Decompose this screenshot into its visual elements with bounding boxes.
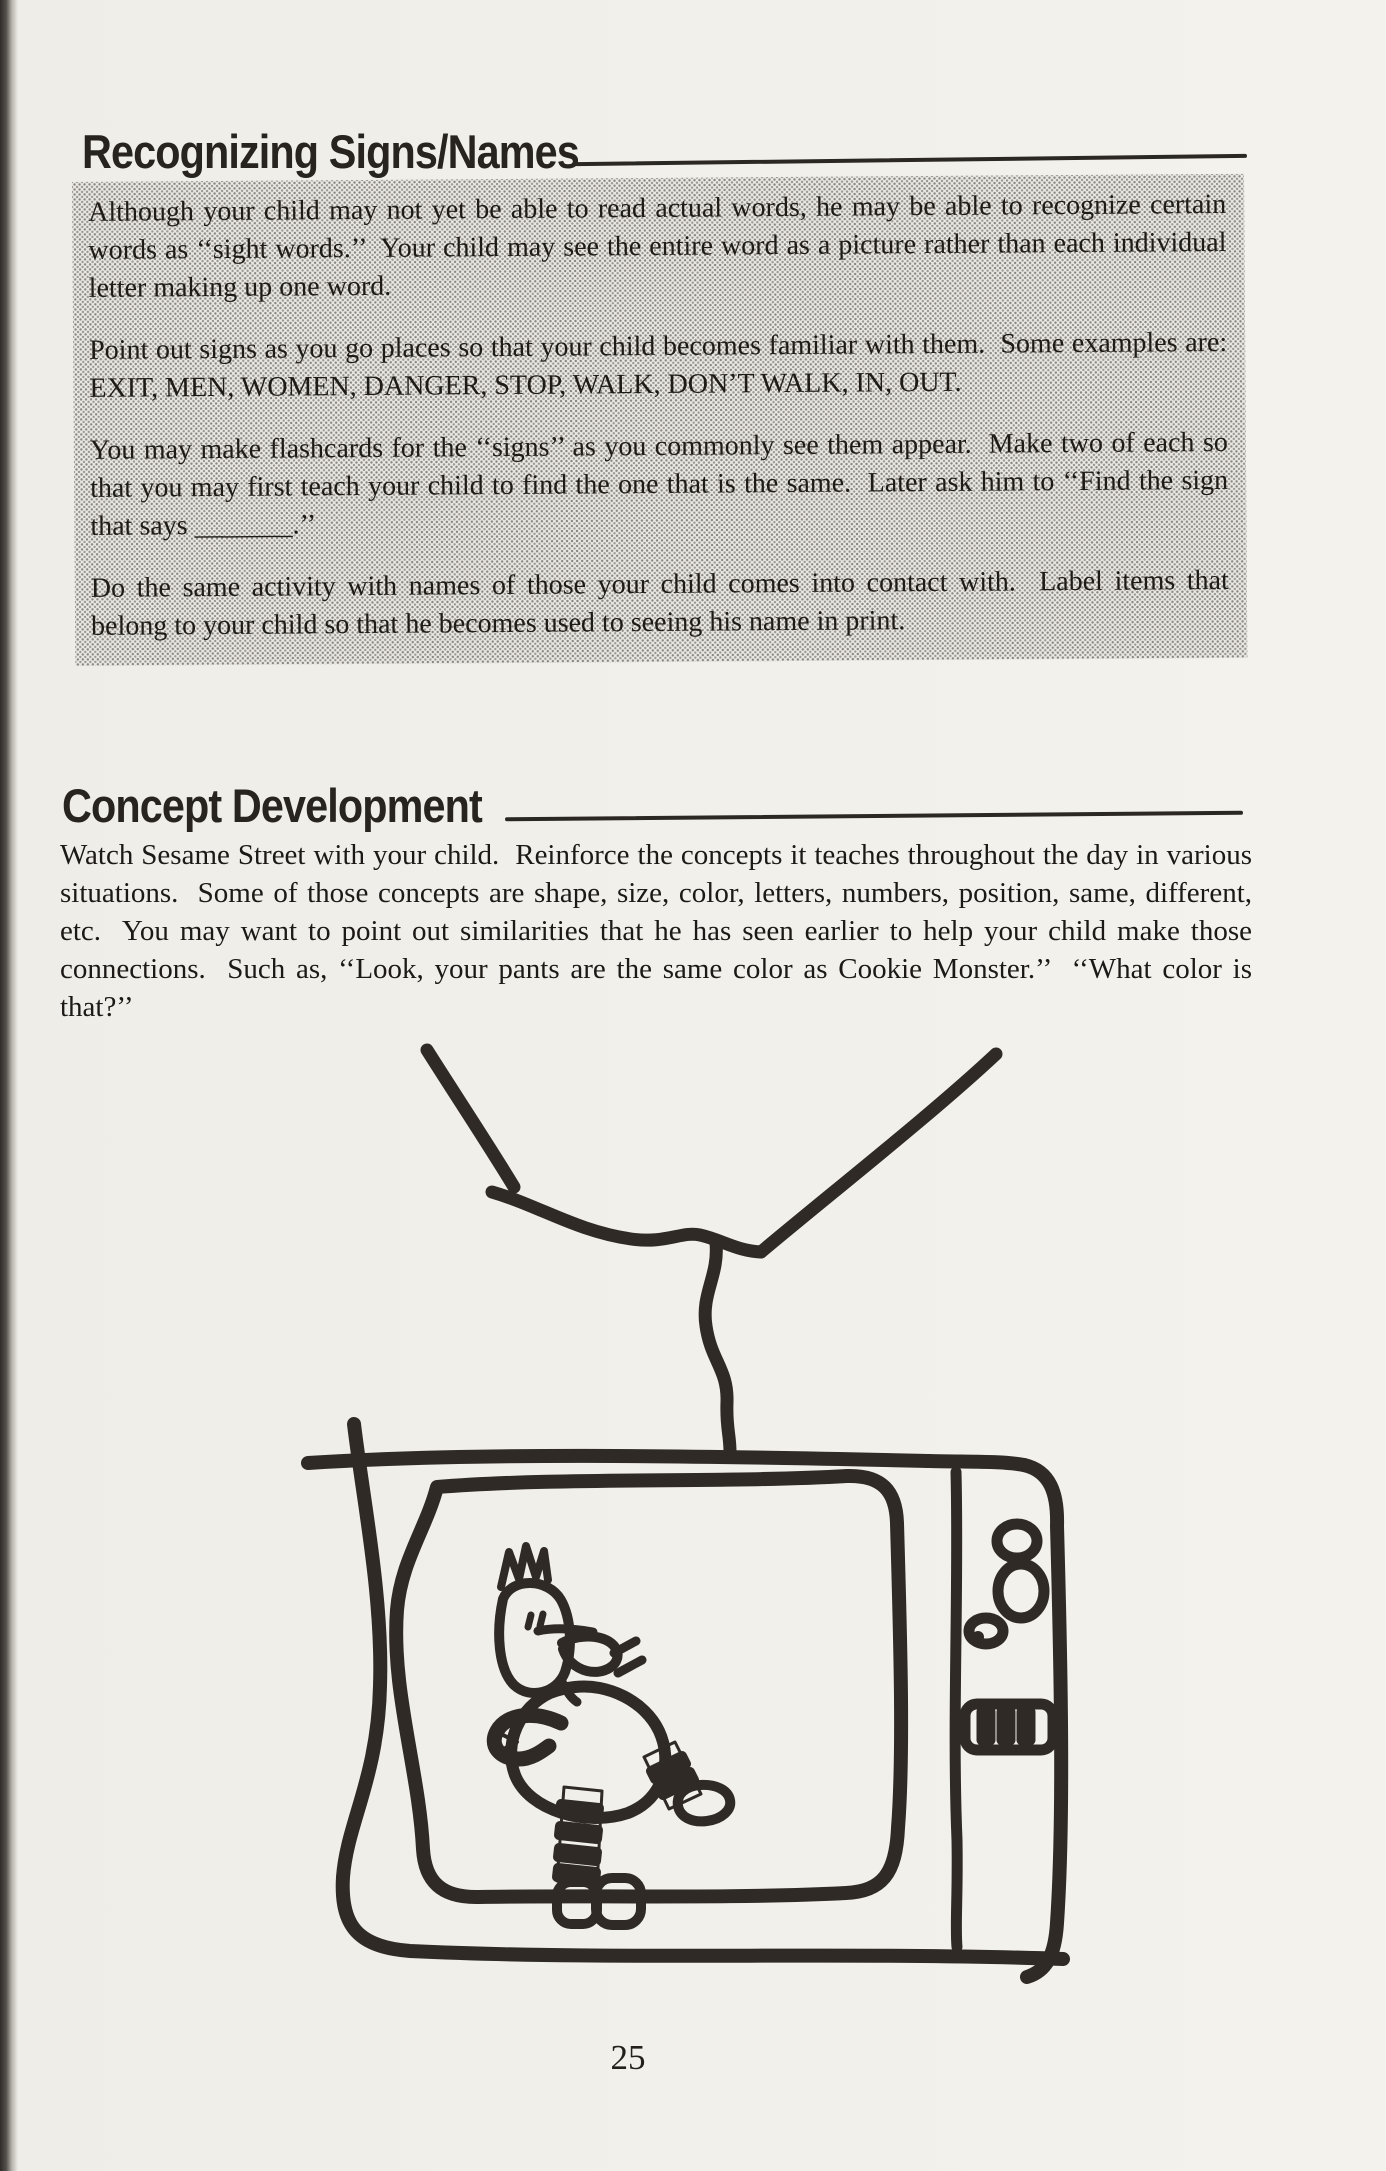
paragraph: You may make flashcards for the ‘‘signs’’ as you commonly see them appear. Make two of each so that you may first teach your child to find the one that is the same. Later ask him to ‘‘Find the sign that says _______.’’ <box>89 426 1236 542</box>
paragraph: Do the same activity with names of those your child comes into contact with. Label items that belong to your child so that he becomes used to seeing his name in print. <box>90 564 1236 642</box>
speaker-grille-icon <box>965 1704 1053 1750</box>
panel-divider-line <box>955 1472 957 1947</box>
character-nose <box>562 1636 618 1671</box>
section-title-rule <box>505 811 1243 821</box>
section-title-recognizing-signs: Recognizing Signs/Names <box>82 125 579 178</box>
character-drawing <box>493 1546 730 1925</box>
knob-icon <box>998 1564 1044 1618</box>
paragraph: Although your child may not yet be able to read actual words, he may be able to recognize certain words as ‘‘sight words.’’ Your child may see the entire word as a picture rather than each individual letter making up one word. <box>88 188 1234 304</box>
paragraph: Point out signs as you go places so that your child becomes familiar with them. Some examples are: EXIT, MEN, WOMEN, DANGER, STOP, WALK, DON’T WALK, IN, OUT. <box>89 326 1242 404</box>
scan-edge-shadow <box>0 0 18 2171</box>
tv-control-panel <box>955 1472 1053 1947</box>
knob-dot <box>972 1631 984 1643</box>
character-boot <box>678 1785 731 1821</box>
page-number: 25 <box>610 2038 646 2077</box>
character-eyes <box>528 1614 543 1627</box>
section-title-concept-development: Concept Development <box>62 779 482 832</box>
tv-screen <box>396 1476 901 1897</box>
knob-icon <box>997 1524 1037 1558</box>
paragraph: Watch Sesame Street with your child. Reinforce the concepts it teaches throughout the day in various situations. Some of those concepts are shape, size, color, letters, numbers, position, same, different, etc. You may want to point out similarities that he has seen earlier to help your child make those connections. Such as, ‘‘Look, your pants are the same color as Cookie Monster.’’ ‘‘What color is that?’’ <box>60 839 1260 1023</box>
tv-drawing-illustration <box>230 1030 1080 1990</box>
section-title-rule <box>575 154 1247 166</box>
shaded-text-box <box>72 174 1247 666</box>
antenna-icon <box>427 1050 996 1452</box>
